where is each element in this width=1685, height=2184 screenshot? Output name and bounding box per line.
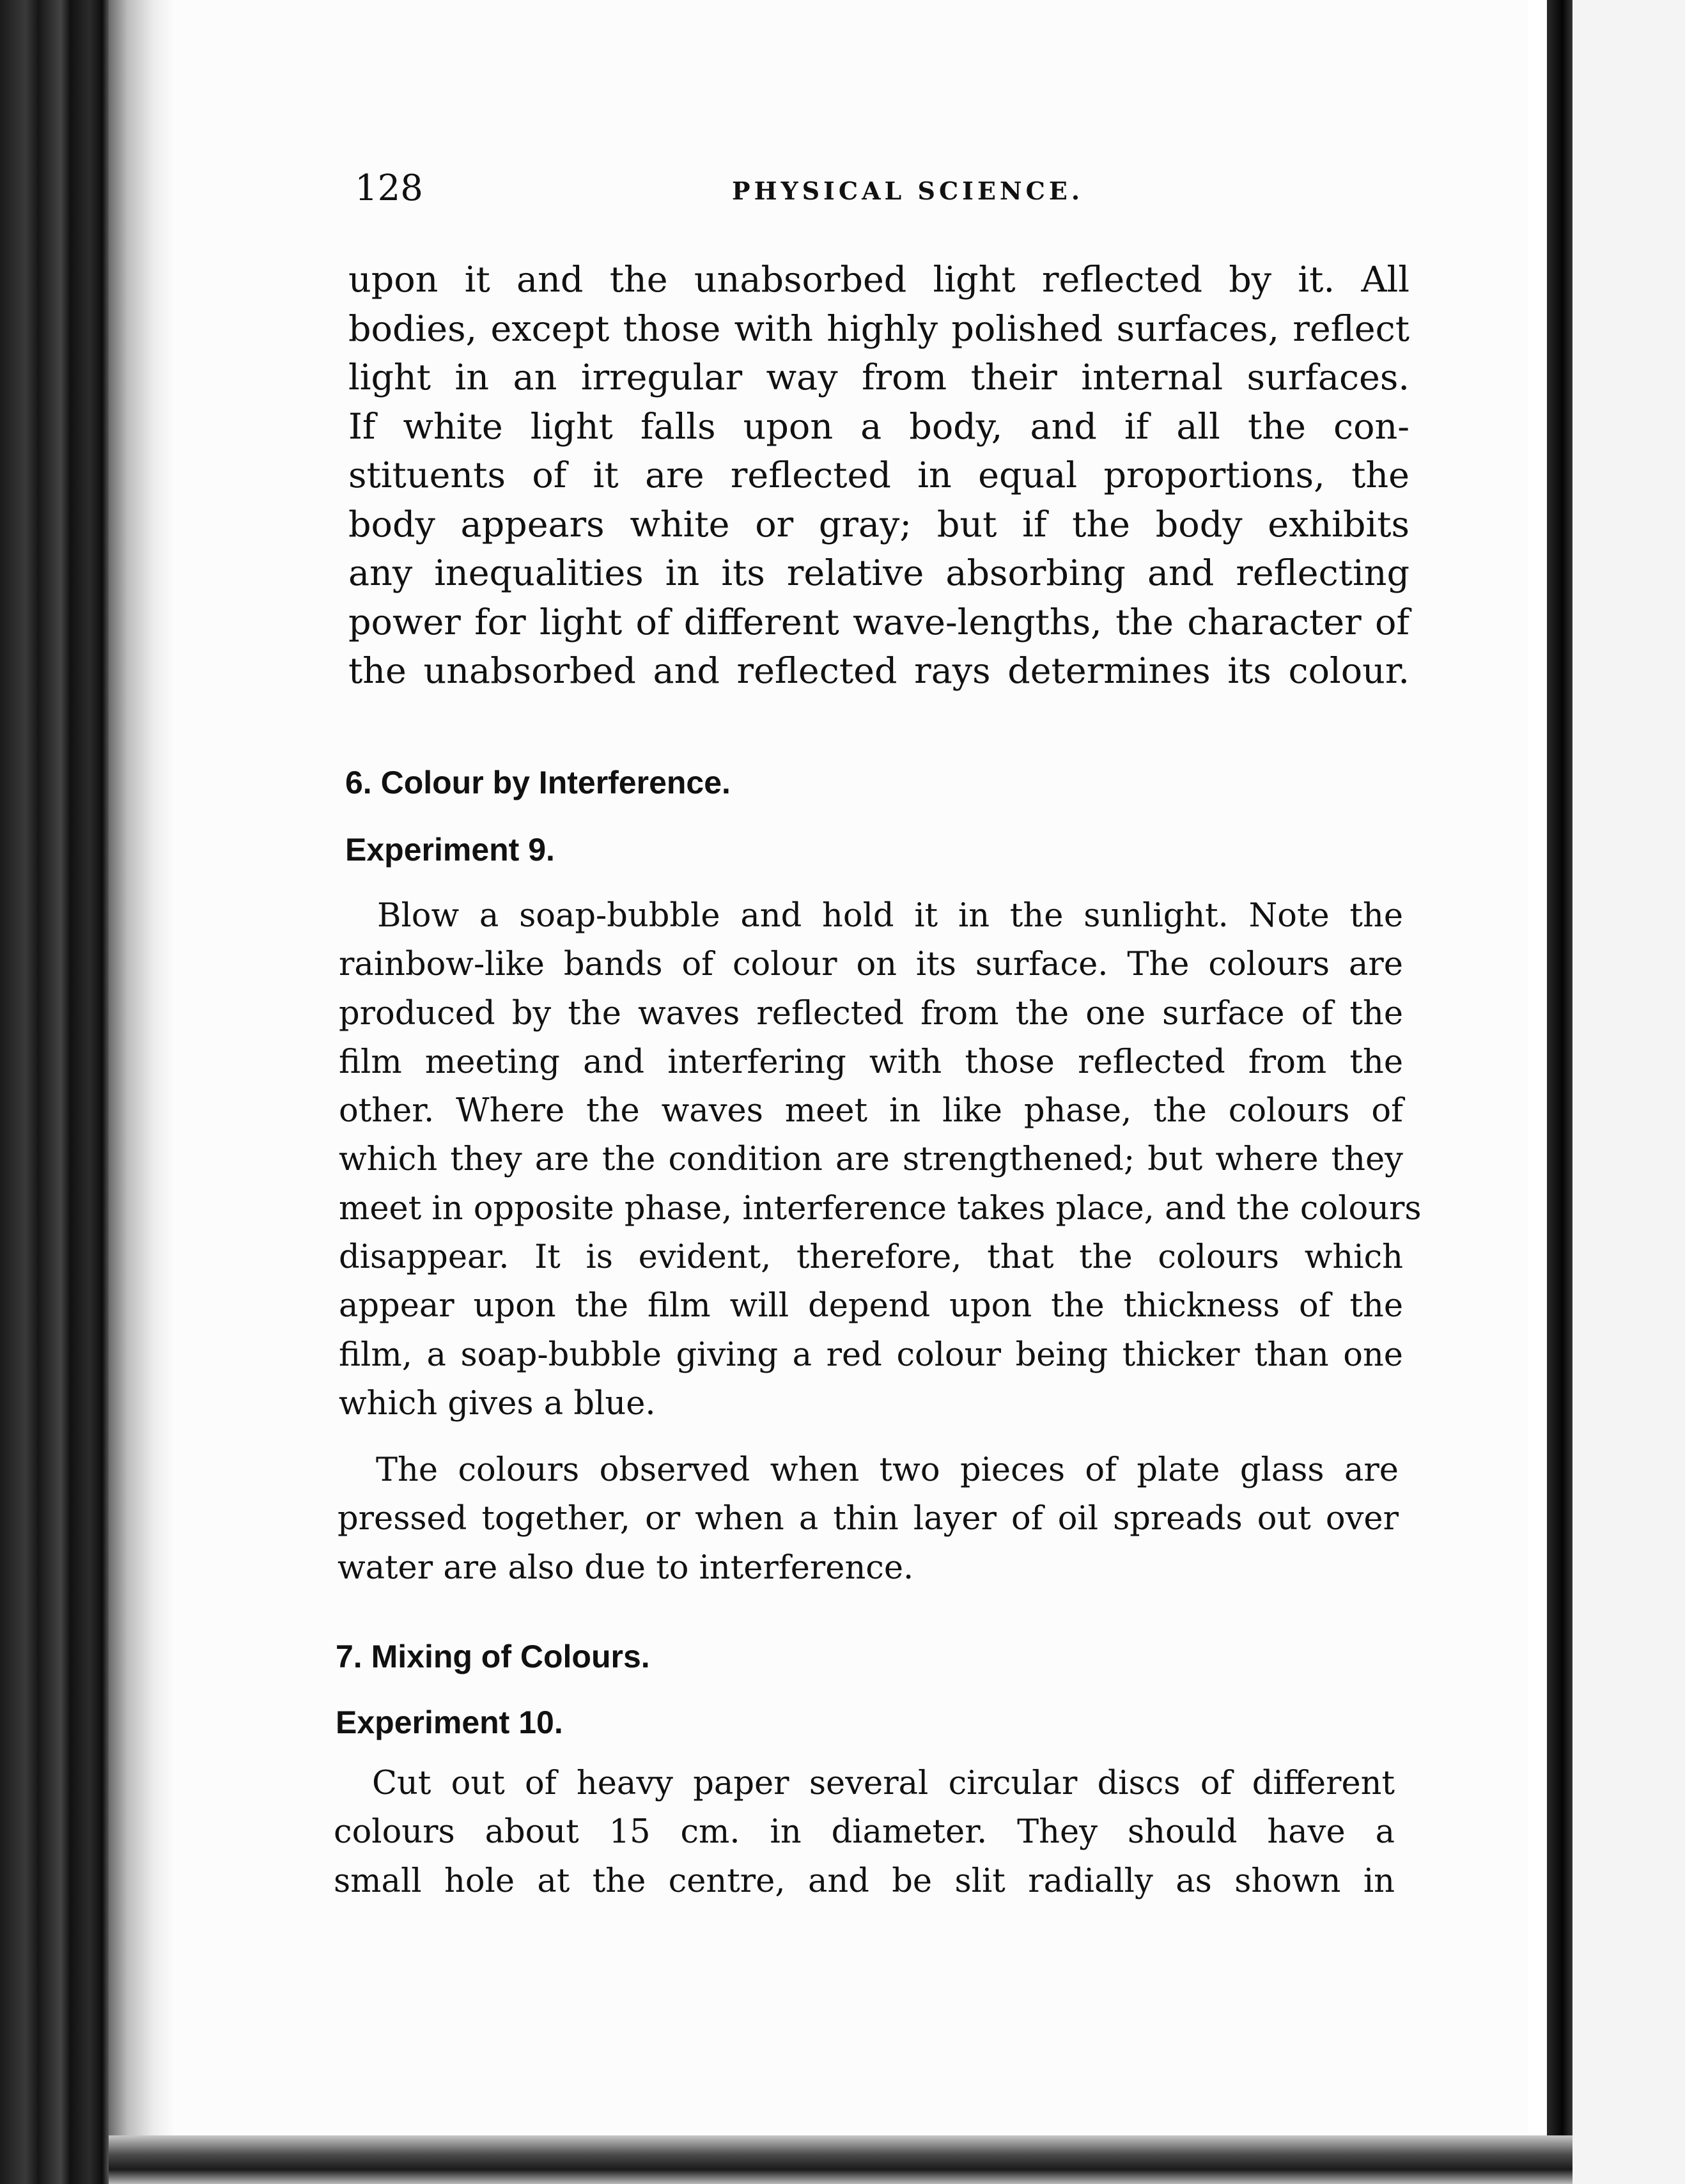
text-line: water are also due to interference.: [338, 1548, 914, 1587]
text-line: light in an irregular way from their internal surfaces.: [348, 357, 1409, 398]
text-line: upon it and the unabsorbed light reflected by it. All: [348, 259, 1409, 300]
text-line: produced by the waves reflected from the one surface of the: [339, 994, 1403, 1033]
experiment-9-paragraph: [339, 892, 1422, 1428]
text-line: power for light of different wave-lengths, the character of: [348, 601, 1409, 643]
text-line: which they are the condition are strengthened; but where they: [339, 1141, 1403, 1179]
text-line: bodies, except those with highly polished surfaces, reflect: [348, 308, 1409, 350]
running-head-title: PHYSICAL SCIENCE.: [732, 176, 1084, 205]
text-line: body appears white or gray; but if the body exhibits: [348, 503, 1409, 545]
page-bottom-edge: [109, 2135, 1572, 2184]
text-line: The colours observed when two pieces of plate glass are: [376, 1451, 1399, 1489]
text-line: small hole at the centre, and be slit radially as shown in: [334, 1862, 1395, 1900]
text-line: other. Where the waves meet in like phase, the colours of: [339, 1092, 1403, 1130]
text-line: Blow a soap-bubble and hold it in the sunlight. Note the: [377, 897, 1403, 935]
text-line: film meeting and interfering with those reflected from the: [339, 1043, 1403, 1081]
experiment-10-paragraph: [334, 1759, 1395, 1906]
text-line: disappear. It is evident, therefore, that the colours which: [339, 1238, 1403, 1277]
text-line: appear upon the film will depend upon the thickness of the: [339, 1287, 1403, 1325]
page-right-edge: [1547, 0, 1572, 2184]
section-heading-6: 6. Colour by Interference.: [345, 765, 731, 800]
experiment-heading-10: Experiment 10.: [336, 1704, 563, 1740]
text-line: which gives a blue.: [339, 1384, 656, 1423]
text-line: any inequalities in its relative absorbing and reflecting: [348, 552, 1409, 594]
text-line: pressed together, or when a thin layer of oil spreads out over: [338, 1500, 1399, 1538]
running-head: [355, 168, 1378, 219]
text-line: colours about 15 cm. in diameter. They should have a: [334, 1813, 1395, 1852]
experiment-heading-9: Experiment 9.: [345, 832, 555, 868]
intro-paragraph: [348, 256, 1409, 696]
section-heading-7: 7. Mixing of Colours.: [336, 1639, 650, 1674]
page-gutter-shadow: [109, 0, 173, 2184]
interference-paragraph: [338, 1446, 1399, 1593]
scan-margin: [1572, 0, 1685, 2184]
text-line: rainbow-like bands of colour on its surface. The colours are: [339, 946, 1403, 984]
text-line: stituents of it are reflected in equal proportions, the: [348, 455, 1409, 496]
page-number: 128: [355, 168, 423, 209]
text-line: the unabsorbed and reflected rays determines its colour.: [348, 650, 1409, 692]
text-line: meet in opposite phase, interference takes place, and the colours: [339, 1189, 1422, 1228]
text-line: If white light falls upon a body, and if all the con-: [348, 405, 1409, 448]
text-line: Cut out of heavy paper several circular discs of different: [372, 1765, 1395, 1802]
text-line: film, a soap-bubble giving a red colour being thicker than one: [339, 1336, 1403, 1374]
book-binding-edge: [0, 0, 109, 2184]
